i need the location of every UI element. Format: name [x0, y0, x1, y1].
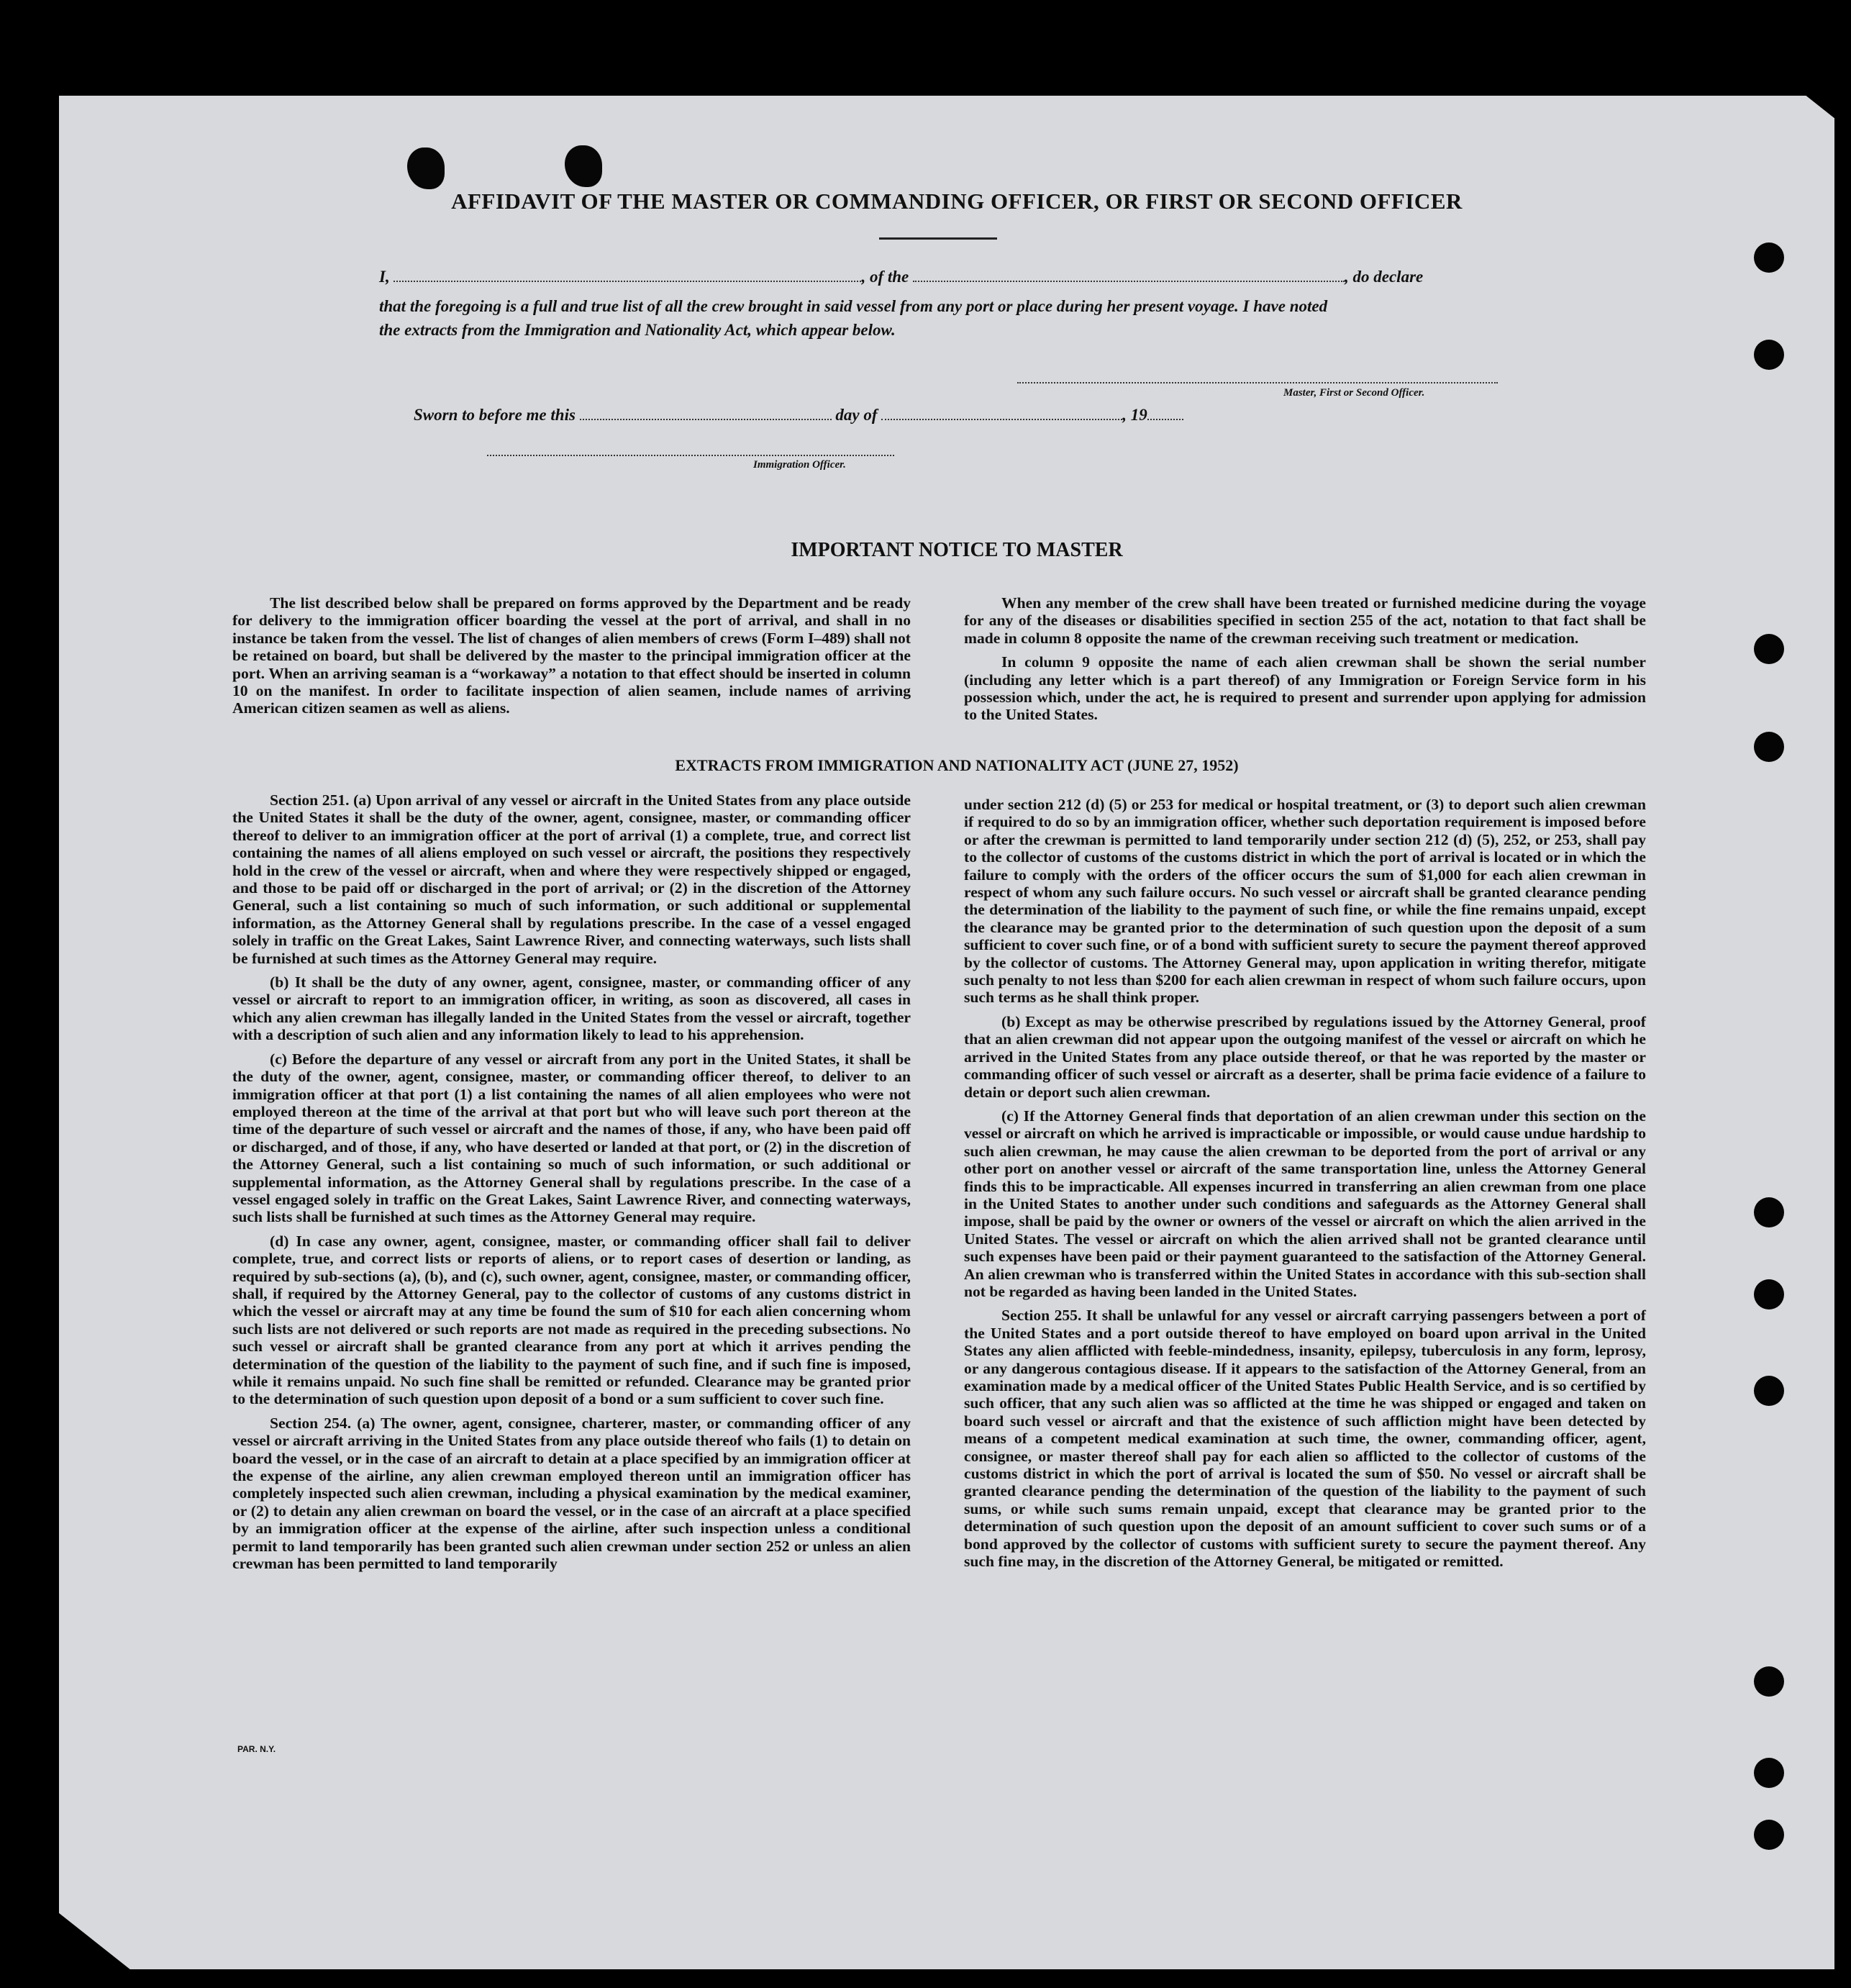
sworn-day-field[interactable]: [580, 406, 832, 420]
punch-hole: [1754, 634, 1784, 664]
extracts-left-column: [232, 791, 911, 1579]
sworn-month-field[interactable]: [881, 406, 1122, 420]
title-divider: [879, 237, 997, 240]
section-254-a-continued: under section 212 (d) (5) or 253 for medical or hospital treatment, or (3) to deport such alien crewman if required to do so by an immigration officer, whether such deportation requirement is imposed before or after the crewman is permitted to land temporarily under section 212 (d) (5), 252, or 253, shall pay to the collector of customs of the customs district in which the port of arrival is located or in which the failure to comply with the orders of the officer occurs the sum of $1,000 for each alien crewman in respect of whom any such failure occurs. No such vessel or aircraft shall be granted clearance pending the determination of the liability to the payment of such fine, or while the fine remains unpaid, except the clearance may be granted prior to the determination of such question upon the deposit of a sum sufficient to cover such fine, or of a bond with sufficient surety to secure the payment thereof approved by the collector of customs. The Attorney General may, upon application in writing therefor, mitigate such penalty to not less than $200 for each alien crewman in respect of whom such failure occurs, upon such terms as he shall think proper.: [964, 796, 1646, 1007]
notice-left-column: [232, 594, 911, 724]
extracts-right-column: [964, 796, 1646, 1576]
of-the-label: , of the: [861, 268, 909, 286]
punch-hole: [1754, 1376, 1784, 1406]
notice-left-paragraph: The list described below shall be prepared on forms approved by the Department and be ready for delivery to the immigration officer boarding the vessel at the port of arrival, and shall in no instance be taken from the vessel. The list of changes of alien members of crews (Form I–489) shall not be retained on board, but shall be delivered by the master to the principal immigration officer at the port. When an arriving seaman is a “workaway” a notation to that effect should be inserted in column 10 on the manifest. In order to facilitate inspection of alien seamen, include names of arriving American citizen seamen as well as aliens.: [232, 594, 911, 717]
punch-hole: [1754, 1758, 1784, 1788]
punch-hole: [1754, 242, 1784, 273]
sworn-line: [414, 406, 1183, 425]
extracts-title: EXTRACTS FROM IMMIGRATION AND NATIONALITY ACT (JUNE 27, 1952): [675, 756, 1239, 774]
i-label: I,: [379, 268, 390, 286]
immigration-officer-signature-line[interactable]: [487, 455, 894, 456]
notice-right-paragraph-2: In column 9 opposite the name of each alien crewman shall be shown the serial number (including any letter which is a part thereof) of any Immigration or Foreign Service form in his possession which, under the act, he is required to present and surrender upon applying for admission to the United States.: [964, 653, 1646, 724]
section-254-a: Section 254. (a) The owner, agent, consignee, charterer, master, or commanding officer of any vessel or aircraft arriving in the United States from any place outside thereof who fails (1) to detain on board the vessel, or in the case of an aircraft to detain at a place specified by an immigration officer at the expense of the airline, any alien crewman employed thereon until an immigration officer has completely inspected such alien crewman, including a physical examination by the medical examiner, or (2) to detain any alien crewman on board the vessel, or in the case of an aircraft at a place specified by an immigration officer at the expense of the airline, after such inspection unless a conditional permit to land temporarily has been granted such alien crewman under section 252 or unless an alien crewman has been permitted to land temporarily: [232, 1414, 911, 1573]
punch-hole: [1754, 340, 1784, 370]
notice-right-column: [964, 594, 1646, 730]
section-254-b: (b) Except as may be otherwise prescribed by regulations issued by the Attorney General, proof that an alien crewman did not appear upon the outgoing manifest of the vessel or aircraft on which he arrived in the United States from any place outside thereof, or that he was reported by the master or commanding officer of such vessel or aircraft as a deserter, shall be prima facie evidence of a failure to detain or deport such alien crewman.: [964, 1012, 1646, 1101]
section-255: Section 255. It shall be unlawful for any vessel or aircraft carrying passengers between a port of the United States and a port outside thereof to have employed on board upon arrival in the United States any alien afflicted with feeble-mindedness, insanity, epilepsy, tuberculosis in any form, leprosy, or any dangerous contagious disease. If it appears to the satisfaction of the Attorney General, from an examination made by a medical officer of the United States Public Health Service, and is so certified by such officer, that any such alien was so afflicted at the time he was shipped or engaged and taken on board such vessel or aircraft and that the existence of such affliction might have been detected by means of a competent medical examination at such time, the owner, commanding officer, agent, consignee, or master thereof shall pay for each alien so afflicted to the collector of customs of the customs district in which the port of arrival is located the sum of $50. No vessel or aircraft shall be granted clearance pending the determination of the question of the liability to the payment of such sums, or while such sums remain unpaid, except that clearance may be granted prior to the determination of such question upon the deposit of an amount sufficient to cover such sums or of a bond approved by the collector of customs with sufficient surety to secure the payment thereof. Any such fine may, in the discretion of the Attorney General, be mitigated or remitted.: [964, 1307, 1646, 1571]
section-251-b: (b) It shall be the duty of any owner, agent, consignee, master, or commanding officer of any vessel or aircraft to report to an immigration officer, in writing, as soon as discovered, all cases in which any alien crewman has illegally landed in the United States from the vessel or aircraft, together with a description of such alien and any information likely to lead to his apprehension.: [232, 973, 911, 1044]
vessel-blank-field[interactable]: [913, 268, 1345, 282]
section-251-a: Section 251. (a) Upon arrival of any vessel or aircraft in the United States from any place outside the United States it shall be the duty of the owner, agent, consignee, master, or commanding officer thereof to deliver to an immigration officer at the port of arrival (1) a complete, true, and correct list containing the names of all aliens employed on such vessel or aircraft, the positions they respectively hold in the crew of the vessel or aircraft, when and where they were respectively shipped or engaged, and those to be paid off or discharged in the port of arrival; or (2) in the discretion of the Attorney General, such a list containing so much of such information, or such additional or supplemental information, as the Attorney General shall by regulations prescribe. In the case of a vessel engaged solely in traffic on the Great Lakes, Saint Lawrence River, and connecting waterways, such lists shall be furnished at such times as the Attorney General may require.: [232, 791, 911, 967]
day-of-label: day of: [835, 406, 878, 424]
sworn-year-field[interactable]: [1147, 406, 1183, 420]
do-declare-label: , do declare: [1345, 268, 1424, 286]
punch-hole: [1754, 732, 1784, 762]
sworn-label: Sworn to before me this: [414, 406, 576, 424]
punch-hole: [1754, 1820, 1784, 1850]
declaration-line-1: that the foregoing is a full and true list of all the crew brought in said vessel from any port or place during her present voyage. I have noted: [379, 297, 1328, 315]
immigration-officer-label: Immigration Officer.: [753, 459, 846, 471]
notice-title: IMPORTANT NOTICE TO MASTER: [791, 539, 1123, 561]
year-label: , 19: [1122, 406, 1147, 424]
section-251-d: (d) In case any owner, agent, consignee, master, or commanding officer shall fail to deliver complete, true, and correct lists or reports of aliens, or to report cases of desertion or landing, as required by sub-sections (a), (b), and (c), such owner, agent, consignee, master, or commanding officer, shall, if required by the Attorney General, pay to the collector of customs of any customs district in which the vessel or aircraft may at any time be found the sum of $10 for each alien concerning whom such lists are not delivered or such reports are not made as required in the preceding subsections. No such vessel or aircraft shall be granted clearance from any port at which it arrives pending the determination of the question of the liability to the payment of such fine, and if such fine is imposed, while it remains unpaid. No such fine shall be remitted or refunded. Clearance may be granted prior to the determination of such question upon deposit of a bond or a sum sufficient to cover such fine.: [232, 1232, 911, 1408]
section-251-c: (c) Before the departure of any vessel or aircraft from any port in the United States, it shall be the duty of the owner, agent, consignee, master, or commanding officer thereof, to deliver to an immigration officer at that port (1) a list containing the names of all alien employees who were not employed thereon at the time of the arrival at that port but who will leave such port thereon at the time of the departure of such vessel or aircraft and the names of those, if any, who have been paid off or discharged, and of those, if any, who have deserted or landed at that port, or (2) in the discretion of the Attorney General, such a list containing so much of such information, or such additional or supplemental information, as the Attorney General shall by regulations prescribe. In the case of a vessel engaged solely in traffic on the Great Lakes, Saint Lawrence River, and connecting waterways, such lists shall be furnished at such times as the Attorney General may require.: [232, 1050, 911, 1226]
master-signature-line[interactable]: [1017, 382, 1498, 383]
name-blank-field[interactable]: [394, 268, 861, 282]
declaration-first-line: [379, 268, 1423, 286]
section-254-c: (c) If the Attorney General finds that deportation of an alien crewman under this section on the vessel or aircraft on which he arrived is impracticable or impossible, or would cause undue hardship to such alien crewman, he may cause the alien crewman to be deported from the port of arrival or any other port on another vessel or aircraft of the same transportation line, unless the Attorney General finds this to be impracticable. All expenses incurred in transferring an alien crewman from one place in the United States to another under such conditions and safeguards as the Attorney General shall impose, shall be paid by the owner or owners of the vessel or aircraft on which the alien arrived in the United States. The vessel or aircraft on which the alien arrived shall not be granted clearance until such expenses have been paid or their payment guaranteed to the satisfaction of the Attorney General. An alien crewman who is transferred within the United States in accordance with this sub-section shall not be regarded as having been landed in the United States.: [964, 1107, 1646, 1300]
punch-hole: [1754, 1666, 1784, 1697]
punch-hole: [1754, 1197, 1784, 1227]
declaration-line-2: the extracts from the Immigration and Nationality Act, which appear below.: [379, 321, 896, 339]
printer-mark: PAR. N.Y.: [237, 1744, 276, 1754]
affidavit-title: AFFIDAVIT OF THE MASTER OR COMMANDING OFFICER, OR FIRST OR SECOND OFFICER: [451, 189, 1463, 214]
punch-hole: [1754, 1279, 1784, 1310]
master-signature-label: Master, First or Second Officer.: [1283, 387, 1425, 399]
notice-right-paragraph-1: When any member of the crew shall have been treated or furnished medicine during the voyage for any of the diseases or disabilities specified in section 255 of the act, notation to that fact shall be made in column 8 opposite the name of the crewman receiving such treatment or medication.: [964, 594, 1646, 647]
